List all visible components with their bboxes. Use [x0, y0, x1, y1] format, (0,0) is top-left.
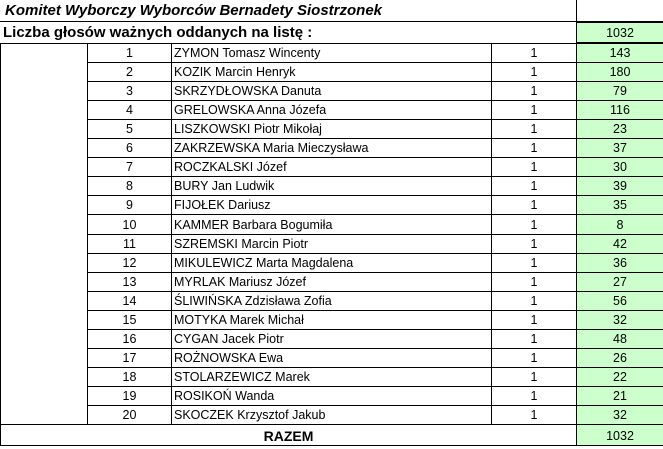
candidate-name: KOZIK Marcin Henryk	[171, 62, 491, 81]
candidate-number: 9	[87, 195, 171, 214]
valid-votes-label: Liczba głosów ważnych oddanych na listę :	[3, 24, 313, 41]
candidate-name: ROŻNOWSKA Ewa	[171, 348, 491, 367]
candidate-votes: 35	[576, 195, 663, 214]
candidate-number: 15	[87, 310, 171, 329]
candidate-number: 17	[87, 348, 171, 367]
candidate-name: SZREMSKI Marcin Piotr	[171, 234, 491, 253]
valid-votes-total: 1032	[576, 22, 663, 43]
candidate-number: 11	[87, 234, 171, 253]
candidate-position-flag: 1	[491, 119, 576, 138]
candidate-votes: 22	[576, 367, 663, 386]
title-spacer-cell	[576, 0, 663, 22]
candidate-name: ROCZKALSKI Józef	[171, 157, 491, 176]
candidate-number: 14	[87, 291, 171, 310]
candidate-votes: 56	[576, 291, 663, 310]
candidate-votes: 39	[576, 176, 663, 195]
left-blank-column	[0, 43, 87, 424]
candidate-name: STOLARZEWICZ Marek	[171, 367, 491, 386]
candidate-name: CYGAN Jacek Piotr	[171, 329, 491, 348]
candidate-position-flag: 1	[491, 329, 576, 348]
candidate-number: 20	[87, 405, 171, 424]
candidate-votes: 36	[576, 253, 663, 272]
total-value: 1032	[576, 424, 663, 446]
candidate-position-flag: 1	[491, 405, 576, 424]
candidate-position-flag: 1	[491, 253, 576, 272]
candidate-number: 18	[87, 367, 171, 386]
candidate-position-flag: 1	[491, 100, 576, 119]
candidate-name: KAMMER Barbara Bogumiła	[171, 214, 491, 234]
candidate-name: BURY Jan Ludwik	[171, 176, 491, 195]
candidate-position-flag: 1	[491, 81, 576, 100]
candidate-votes: 26	[576, 348, 663, 367]
candidate-position-flag: 1	[491, 291, 576, 310]
candidate-number: 13	[87, 272, 171, 291]
candidate-number: 10	[87, 214, 171, 234]
candidate-position-flag: 1	[491, 367, 576, 386]
candidate-position-flag: 1	[491, 386, 576, 405]
candidate-position-flag: 1	[491, 62, 576, 81]
candidate-position-flag: 1	[491, 234, 576, 253]
candidate-name: MOTYKA Marek Michał	[171, 310, 491, 329]
candidate-position-flag: 1	[491, 348, 576, 367]
candidate-position-flag: 1	[491, 157, 576, 176]
candidate-votes: 30	[576, 157, 663, 176]
candidate-name: ZAKRZEWSKA Maria Mieczysława	[171, 138, 491, 157]
candidate-votes: 180	[576, 62, 663, 81]
candidate-votes: 32	[576, 310, 663, 329]
candidate-number: 8	[87, 176, 171, 195]
candidate-votes: 23	[576, 119, 663, 138]
candidate-name: GRELOWSKA Anna Józefa	[171, 100, 491, 119]
candidate-position-flag: 1	[491, 176, 576, 195]
candidate-number: 2	[87, 62, 171, 81]
total-label: RAZEM	[0, 424, 576, 446]
candidate-number: 1	[87, 43, 171, 62]
candidate-votes: 21	[576, 386, 663, 405]
candidate-position-flag: 1	[491, 195, 576, 214]
candidate-name: ROSIKOŃ Wanda	[171, 386, 491, 405]
candidate-number: 12	[87, 253, 171, 272]
candidate-number: 4	[87, 100, 171, 119]
candidate-votes: 116	[576, 100, 663, 119]
candidate-number: 7	[87, 157, 171, 176]
candidate-number: 16	[87, 329, 171, 348]
candidate-name: ŚLIWIŃSKA Zdzisława Zofia	[171, 291, 491, 310]
candidate-number: 6	[87, 138, 171, 157]
candidate-position-flag: 1	[491, 43, 576, 62]
candidate-name: SKOCZEK Krzysztof Jakub	[171, 405, 491, 424]
candidate-position-flag: 1	[491, 310, 576, 329]
candidate-name: SKRZYDŁOWSKA Danuta	[171, 81, 491, 100]
candidate-name: MYRLAK Mariusz Józef	[171, 272, 491, 291]
candidate-position-flag: 1	[491, 138, 576, 157]
candidate-votes: 27	[576, 272, 663, 291]
candidate-number: 19	[87, 386, 171, 405]
candidate-number: 3	[87, 81, 171, 100]
candidate-votes: 79	[576, 81, 663, 100]
candidate-name: ZYMON Tomasz Wincenty	[171, 43, 491, 62]
committee-title: Komitet Wyborczy Wyborców Bernadety Siostrzonek	[0, 0, 576, 22]
candidate-position-flag: 1	[491, 272, 576, 291]
candidate-name: LISZKOWSKI Piotr Mikołaj	[171, 119, 491, 138]
candidate-votes: 8	[576, 214, 663, 234]
candidate-votes: 32	[576, 405, 663, 424]
candidate-votes: 42	[576, 234, 663, 253]
candidate-votes: 37	[576, 138, 663, 157]
candidate-position-flag: 1	[491, 214, 576, 234]
candidate-votes: 143	[576, 43, 663, 62]
candidate-name: FIJOŁEK Dariusz	[171, 195, 491, 214]
candidate-number: 5	[87, 119, 171, 138]
candidate-name: MIKULEWICZ Marta Magdalena	[171, 253, 491, 272]
candidate-votes: 48	[576, 329, 663, 348]
